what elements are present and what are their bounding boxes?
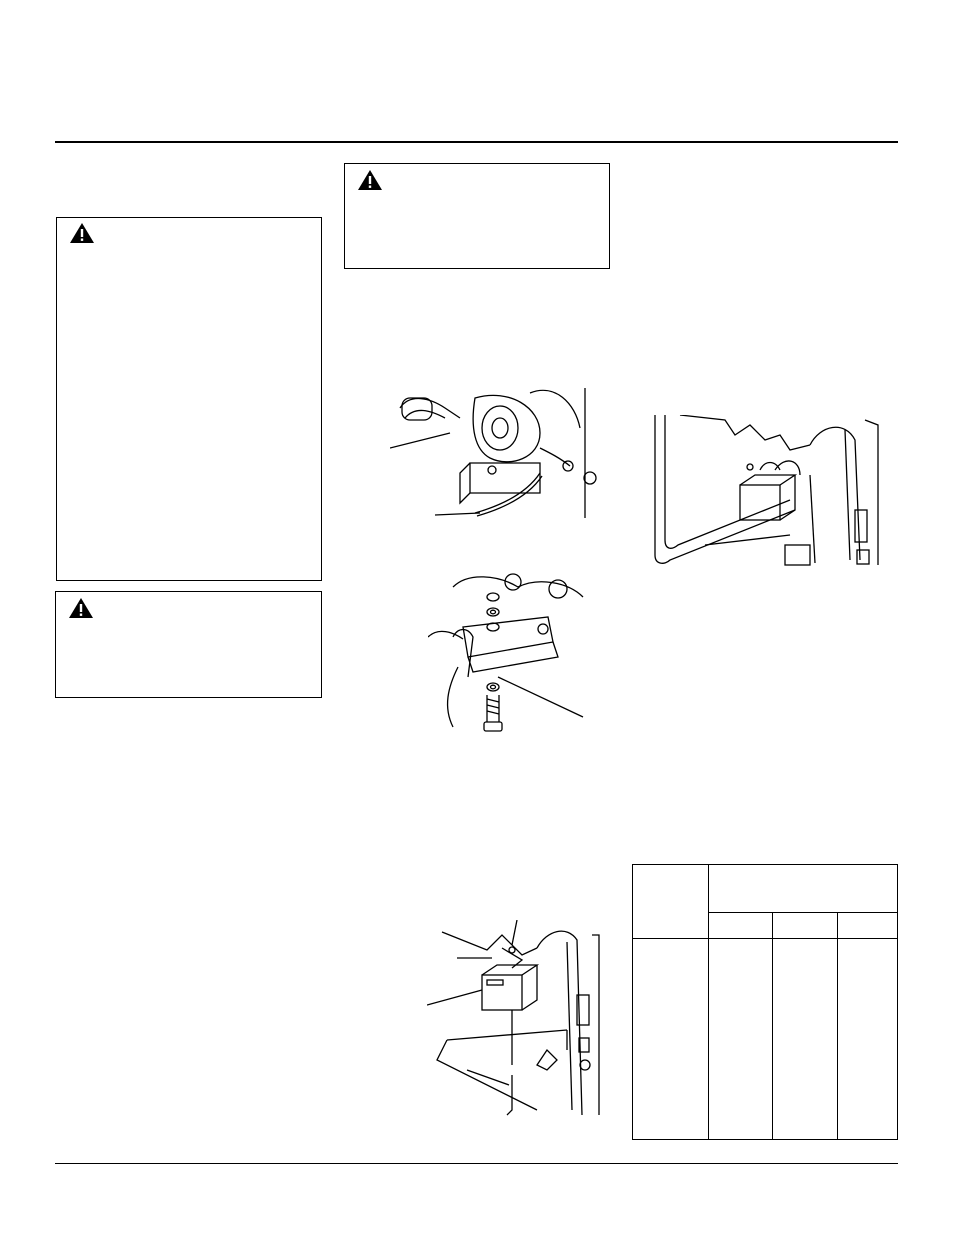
- battery-installation-figure: [427, 920, 603, 1120]
- table-subheader-rule: [708, 912, 897, 913]
- header-rule: [55, 141, 898, 143]
- warning-triangle-icon: [68, 597, 94, 619]
- table-col-divider-2: [772, 912, 773, 1139]
- battery-connected-figure: [650, 415, 885, 575]
- table-header-rule: [633, 938, 897, 939]
- warning-box-small-left: [55, 591, 322, 698]
- alternator-wire-figure: [390, 388, 602, 523]
- table-col-divider-1: [708, 865, 709, 1139]
- spec-table: [632, 864, 898, 1140]
- warning-triangle-icon: [357, 169, 383, 191]
- warning-triangle-icon: [69, 222, 95, 244]
- warning-box-large: [56, 217, 322, 581]
- table-col-divider-3: [837, 912, 838, 1139]
- warning-box-middle: [344, 163, 610, 269]
- bracket-bolt-figure: [428, 567, 590, 737]
- footer-rule: [55, 1163, 898, 1164]
